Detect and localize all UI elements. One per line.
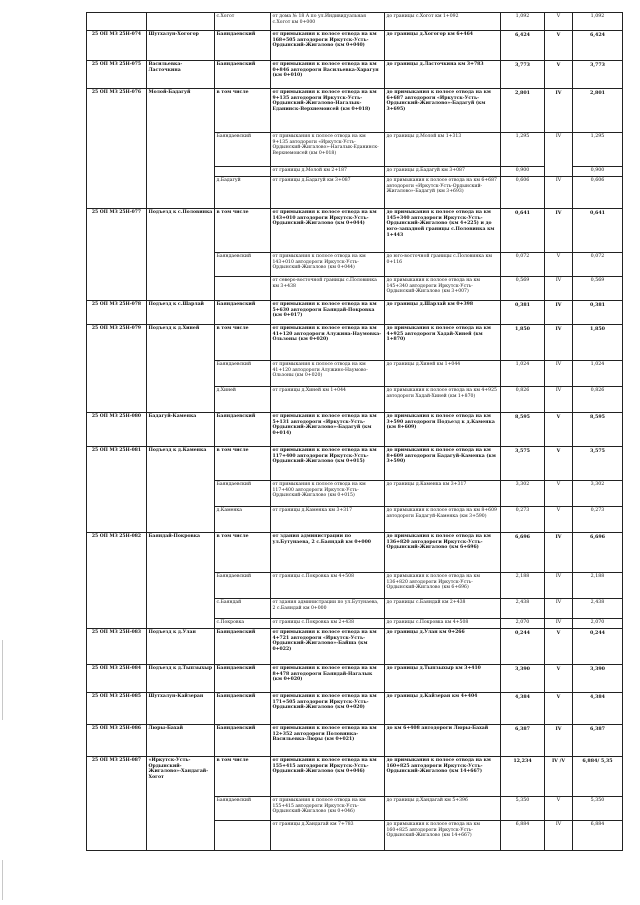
start-point-cell: от границы д.Бадагуй км 3+087: [271, 177, 385, 209]
end-point-cell: до границы д.Хогогор км 6+464: [385, 31, 501, 61]
start-point-cell: от примыкания к полосе отвода на км 0+846 автодороги Васильевка-Харагун (км 0+010): [271, 61, 385, 89]
end-point-cell: до примыкания к полосе отвода на км 8+609 автодороги Бадагуй-Каменка (км 3+590): [385, 447, 501, 481]
table-row: [87, 413, 623, 447]
municipality-cell: д.Хиней: [215, 387, 271, 413]
adjusted-length-cell: 6,424: [573, 31, 623, 61]
municipality-cell: [215, 277, 271, 301]
start-point-cell: от примыкания к полосе отвода на км 168+505 автодороги Иркутск-Усть-Ордынский-Жигалово (км 0+040): [271, 31, 385, 61]
length-cell: 4,384: [501, 693, 545, 725]
municipality-cell: Баяндаевский: [215, 665, 271, 693]
adjusted-length-cell: 0,381: [573, 301, 623, 325]
adjusted-length-cell: 3,773: [573, 61, 623, 89]
adjusted-length-cell: 0,569: [573, 277, 623, 301]
end-point-cell: до примыкания к полосе отвода на км 136+820 автодороги Иркутск-Усть-Ордынский-Жигалово (км 6+696): [385, 573, 501, 599]
length-cell: 0,641: [501, 209, 545, 253]
road-id-cell: 25 ОП МЗ 25Н-081: [87, 447, 147, 533]
category-cell: IV: [545, 133, 573, 177]
adjusted-length-cell: 6,696: [573, 533, 623, 573]
start-point-cell: от примыкания к полосе отвода на км 9+135 автодороги Иркутск-Усть-Ордынский-Жигалово-Нагалык-Еданинск-Верхнемоисей (км 0+018): [271, 89, 385, 133]
length-cell: 5,350: [501, 797, 545, 821]
table-row: [87, 725, 623, 757]
municipality-cell: в том числе: [215, 533, 271, 573]
municipality-cell: Баяндаевский: [215, 61, 271, 89]
road-id-cell: 25 ОП МЗ 25Н-074: [87, 31, 147, 61]
end-point-cell: до границы д.Хандагай км 5+396: [385, 797, 501, 821]
end-point-cell: до примыкания к полосе отвода на км 145+340 автодороги Иркутск-Усть-Ордынский-Жигалово (км 3+007): [385, 277, 501, 301]
table-row: [87, 665, 623, 693]
end-point-cell: до примыкания к полосе отвода на км 8+609 автодороги Бадагуй-Каменка (км 3+590): [385, 507, 501, 533]
road-id-cell: 25 ОП МЗ 25Н-084: [87, 665, 147, 693]
start-point-cell: от здания администрации по ул.Бутунаева, 2 с.Баяндай км 0+000: [271, 599, 385, 619]
table-row: [87, 89, 623, 133]
road-registry-table: [86, 12, 623, 851]
length-cell: 3,773: [501, 61, 545, 89]
road-name-cell: Подъезд к д.Улан: [147, 629, 215, 665]
category-cell: V: [545, 61, 573, 89]
start-point-cell: от границы с.Покровка км 2+438: [271, 619, 385, 629]
road-id-cell: 25 ОП МЗ 25Н-078: [87, 301, 147, 325]
table-row: [87, 31, 623, 61]
table-row: [87, 533, 623, 573]
end-point-cell: до границы д.Бадагуй км 3+087: [385, 167, 501, 177]
road-name-cell: Люры-Бахай: [147, 725, 215, 757]
end-point-cell: до границы д.Ласточкина км 3+783: [385, 61, 501, 89]
end-point-cell: до км 6+408 автодороги Люры-Бахай: [385, 725, 501, 757]
end-point-cell: до примыкания к полосе отвода на км 4+925 автодороги Хадай-Хиней (км 1+870): [385, 325, 501, 361]
category-cell: IV: [545, 599, 573, 619]
category-cell: IV: [545, 89, 573, 133]
start-point-cell: от примыкания к полосе отвода на км 155+415 автодороги Иркутск-Усть-Ордынский-Жигалово (км 0+046): [271, 797, 385, 821]
end-point-cell: до примыкания к полосе отвода на км 4+925 автодороги Хадай-Хиней (км 1+870): [385, 387, 501, 413]
length-cell: 2,801: [501, 89, 545, 133]
municipality-cell: Баяндаевский: [215, 413, 271, 447]
length-cell: 6,424: [501, 31, 545, 61]
road-id-cell: 25 ОП МЗ 25Н-082: [87, 533, 147, 629]
category-cell: IV /V: [545, 757, 573, 797]
length-cell: 0,273: [501, 507, 545, 533]
adjusted-length-cell: 0,826: [573, 387, 623, 413]
category-cell: IV: [545, 533, 573, 573]
municipality-cell: [215, 821, 271, 851]
adjusted-length-cell: 0,072: [573, 253, 623, 277]
length-cell: 3,575: [501, 447, 545, 481]
length-cell: 2,438: [501, 599, 545, 619]
road-name-cell: Шутхалун-Кайзеран: [147, 693, 215, 725]
scan-margin-mark: [2, 640, 3, 720]
municipality-cell: в том числе: [215, 757, 271, 797]
municipality-cell: с.Хогот: [215, 13, 271, 31]
road-name-cell: «Иркутск-Усть-Ордынский-Жигалово»-Хандагай-Хогот: [147, 757, 215, 851]
municipality-cell: с.Покровка: [215, 619, 271, 629]
municipality-cell: Баяндаевский: [215, 797, 271, 821]
adjusted-length-cell: 1,092: [573, 13, 623, 31]
road-name-cell: Шутхалун-Хогогор: [147, 31, 215, 61]
municipality-cell: Баяндаевский: [215, 481, 271, 507]
length-cell: 1,092: [501, 13, 545, 31]
category-cell: IV: [545, 619, 573, 629]
length-cell: 3,302: [501, 481, 545, 507]
end-point-cell: до границы д.Молой км 1+313: [385, 133, 501, 167]
road-id-cell: 25 ОП МЗ 25Н-087: [87, 757, 147, 851]
end-point-cell: до границы д.Тыпзыхыр км 3+410: [385, 665, 501, 693]
category-cell: IV: [545, 573, 573, 599]
table-row: [87, 693, 623, 725]
length-cell: 0,900: [501, 167, 545, 177]
end-point-cell: до примыкания к полосе отвода на км 160+825 автодороги Иркутск-Усть-Ордынский-Жигалово (км 14+667): [385, 757, 501, 797]
municipality-cell: д.Бадагуй: [215, 177, 271, 209]
municipality-cell: Баяндаевский: [215, 361, 271, 387]
start-point-cell: от дома № 18 А по ул.Индивидуальная с.Хогот км 0+000: [271, 13, 385, 31]
end-point-cell: до примыкания к полосе отвода на км 160+825 автодороги Иркутск-Усть-Ордынский-Жигалово (км 14+667): [385, 821, 501, 851]
length-cell: 1,850: [501, 325, 545, 361]
road-name-cell: Подъезд к д.Тыпзыхыр: [147, 665, 215, 693]
adjusted-length-cell: 1,024: [573, 361, 623, 387]
municipality-cell: в том числе: [215, 89, 271, 133]
start-point-cell: от примыкания к полосе отвода на км 9+135 автодороги «Иркутск-Усть-Ордынский-Жигалово»-Нагалык-Еданинск-Верхнемоисей (км 0+018): [271, 133, 385, 167]
end-point-cell: до примыкания к полосе отвода на км 3+590 автодороги Подъезд к д.Каменка (км 8+609): [385, 413, 501, 447]
length-cell: 0,826: [501, 387, 545, 413]
municipality-cell: Баяндаевский: [215, 133, 271, 167]
end-point-cell: до границы д.Хиней км 1+044: [385, 361, 501, 387]
scan-margin-mark: [2, 860, 3, 900]
length-cell: 8,595: [501, 413, 545, 447]
start-point-cell: от примыкания к полосе отвода на км 117+400 автодороги Иркутск-Усть-Ордынский-Жигалово (км 0+015): [271, 481, 385, 507]
table-row: [87, 13, 623, 31]
road-id-cell: 25 ОП МЗ 25Н-076: [87, 89, 147, 209]
start-point-cell: от границы д.Хандагай км 7+783: [271, 821, 385, 851]
category-cell: V: [545, 481, 573, 507]
category-cell: V: [545, 507, 573, 533]
category-cell: V: [545, 447, 573, 481]
adjusted-length-cell: 0,244: [573, 629, 623, 665]
adjusted-length-cell: 3,390: [573, 665, 623, 693]
start-point-cell: от границы с.Покровка км 4+508: [271, 573, 385, 599]
adjusted-length-cell: 1,295: [573, 133, 623, 167]
category-cell: IV: [545, 177, 573, 209]
municipality-cell: в том числе: [215, 447, 271, 481]
category-cell: IV: [545, 325, 573, 361]
adjusted-length-cell: 1,850: [573, 325, 623, 361]
road-name-cell: [147, 13, 215, 31]
adjusted-length-cell: 2,438: [573, 599, 623, 619]
municipality-cell: с.Баяндай: [215, 599, 271, 619]
end-point-cell: до границы д.Каменка км 3+317: [385, 481, 501, 507]
end-point-cell: до границы с.Баяндай км 2+438: [385, 599, 501, 619]
length-cell: 6,387: [501, 725, 545, 757]
table-row: [87, 325, 623, 361]
adjusted-length-cell: 0,606: [573, 177, 623, 209]
adjusted-length-cell: 5,350: [573, 797, 623, 821]
category-cell: V: [545, 693, 573, 725]
municipality-cell: Баяндаевский: [215, 301, 271, 325]
category-cell: IV: [545, 387, 573, 413]
road-name-cell: Баяндай-Покровка: [147, 533, 215, 629]
start-point-cell: от границы д.Хиней км 1+044: [271, 387, 385, 413]
adjusted-length-cell: 2,801: [573, 89, 623, 133]
length-cell: 6,696: [501, 533, 545, 573]
municipality-cell: [215, 167, 271, 177]
adjusted-length-cell: 2,188: [573, 573, 623, 599]
end-point-cell: до границы с.Покровка км 4+508: [385, 619, 501, 629]
start-point-cell: от примыкания к полосе отвода на км 12+352 автодороги Половинка-Васильевка-Люры (км 0+021): [271, 725, 385, 757]
start-point-cell: от примыкания к полосе отвода на км 171+505 автодороги Иркутск-Усть-Ордынский-Жигалово (км 0+020): [271, 693, 385, 725]
length-cell: 6,884: [501, 821, 545, 851]
road-id-cell: 25 ОП МЗ 25Н-085: [87, 693, 147, 725]
length-cell: 0,244: [501, 629, 545, 665]
adjusted-length-cell: 0,900: [573, 167, 623, 177]
category-cell: V: [545, 31, 573, 61]
road-name-cell: Подъезд к с.Шарлай: [147, 301, 215, 325]
end-point-cell: до примыкания к полосе отвода на км 6+687 автодороги «Иркутск-Усть-Ордынский-Жигалово»-Бадагуй (км 3+693): [385, 177, 501, 209]
municipality-cell: в том числе: [215, 325, 271, 361]
end-point-cell: до примыкания к полосе отвода на км 136+820 автодороги Иркутск-Усть-Ордынский-Жигалово (км 6+696): [385, 533, 501, 573]
category-cell: V: [545, 253, 573, 277]
start-point-cell: от северо-восточной границы с.Половинка км 3+438: [271, 277, 385, 301]
adjusted-length-cell: 2,070: [573, 619, 623, 629]
road-id-cell: 25 ОП МЗ 25Н-079: [87, 325, 147, 413]
road-id-cell: 25 ОП МЗ 25Н-077: [87, 209, 147, 301]
municipality-cell: Баяндаевский: [215, 253, 271, 277]
category-cell: V: [545, 797, 573, 821]
start-point-cell: от примыкания к полосе отвода на км 4+721 автодороги «Иркутск-Усть-Ордынский-Жигалово»-Байша (км 0+022): [271, 629, 385, 665]
start-point-cell: от примыкания к полосе отвода на км 41+120 автодороги Алужина-Наумовка-Ользоны (км 0+020): [271, 325, 385, 361]
start-point-cell: от примыкания к полосе отвода на км 143+010 автодороги Иркутск-Усть-Ордынский-Жигалово (км 0+044): [271, 253, 385, 277]
category-cell: IV: [545, 209, 573, 253]
table-row: [87, 61, 623, 89]
adjusted-length-cell: 0,641: [573, 209, 623, 253]
municipality-cell: Баяндаевский: [215, 693, 271, 725]
length-cell: 1,295: [501, 133, 545, 167]
start-point-cell: от примыкания к полосе отвода на км 5+131 автодороги «Иркутск-Усть-Ордынский-Жигалово»-Бадагуй (км 0+014): [271, 413, 385, 447]
adjusted-length-cell: 6,884/ 5,35: [573, 757, 623, 797]
length-cell: 2,188: [501, 573, 545, 599]
adjusted-length-cell: 6,387: [573, 725, 623, 757]
end-point-cell: до примыкания к полосе отвода на км 145+340 автодороги Иркутск-Усть-Ордынский-Жигалово (км 4+225) и до юго-западной границы с.Половинка км 1+443: [385, 209, 501, 253]
municipality-cell: д.Каменка: [215, 507, 271, 533]
adjusted-length-cell: 6,884: [573, 821, 623, 851]
municipality-cell: в том числе: [215, 209, 271, 253]
adjusted-length-cell: 3,302: [573, 481, 623, 507]
end-point-cell: до примыкания к полосе отвода на км 6+687 автодороги «Иркутск-Усть-Ордынский-Жигалово»-Бадагуй (км 3+695): [385, 89, 501, 133]
category-cell: IV: [545, 821, 573, 851]
length-cell: 0,569: [501, 277, 545, 301]
length-cell: 1,024: [501, 361, 545, 387]
category-cell: V: [545, 13, 573, 31]
category-cell: IV: [545, 361, 573, 387]
start-point-cell: от границы д.Молой км 2+187: [271, 167, 385, 177]
road-name-cell: Подъезд к д.Хиней: [147, 325, 215, 413]
category-cell: IV: [545, 725, 573, 757]
road-id-cell: 25 ОП МЗ 25Н-080: [87, 413, 147, 447]
end-point-cell: до границы д.Шарлай км 0+398: [385, 301, 501, 325]
end-point-cell: до юго-восточной границы с.Половинка км 0+116: [385, 253, 501, 277]
road-id-cell: [87, 13, 147, 31]
municipality-cell: Баяндаевский: [215, 629, 271, 665]
start-point-cell: от примыкания к полосе отвода на км 5+630 автодороги Баяндай-Покровка (км 0+017): [271, 301, 385, 325]
road-name-cell: Подъезд к д.Каменка: [147, 447, 215, 533]
table-row: [87, 447, 623, 481]
road-id-cell: 25 ОП МЗ 25Н-075: [87, 61, 147, 89]
start-point-cell: от примыкания к полосе отвода на км 41+120 автодороги Алужино-Наумово-Ользоны (км 0+020): [271, 361, 385, 387]
category-cell: V: [545, 665, 573, 693]
length-cell: 2,070: [501, 619, 545, 629]
municipality-cell: Баяндаевский: [215, 725, 271, 757]
road-name-cell: Бадагуй-Каменка: [147, 413, 215, 447]
category-cell: IV: [545, 277, 573, 301]
end-point-cell: до границы с.Хогот км 1+092: [385, 13, 501, 31]
start-point-cell: от примыкания к полосе отвода на км 155+415 автодороги Иркутск-Усть-Ордынский-Жигалово (км 0+046): [271, 757, 385, 797]
table-row: [87, 629, 623, 665]
length-cell: 3,390: [501, 665, 545, 693]
end-point-cell: до границы д.Кайзеран км 4+404: [385, 693, 501, 725]
table-row: [87, 301, 623, 325]
start-point-cell: от примыкания к полосе отвода на км 143+010 автодороги Иркутск-Усть-Ордынский-Жигалово (км 0+044): [271, 209, 385, 253]
road-name-cell: Подъезд к с.Половинка: [147, 209, 215, 301]
road-name-cell: Молой-Бадагуй: [147, 89, 215, 209]
adjusted-length-cell: 0,273: [573, 507, 623, 533]
adjusted-length-cell: 4,384: [573, 693, 623, 725]
table-row: [87, 209, 623, 253]
length-cell: 0,606: [501, 177, 545, 209]
municipality-cell: Баяндаевский: [215, 31, 271, 61]
category-cell: V: [545, 629, 573, 665]
table-row: [87, 757, 623, 797]
length-cell: 0,072: [501, 253, 545, 277]
start-point-cell: от примыкания к полосе отвода на км 117+400 автодороги Иркутск-Усть-Ордынский-Жигалово (км 0+015): [271, 447, 385, 481]
category-cell: V: [545, 413, 573, 447]
start-point-cell: от здания администрации по ул.Бутунаева, 2 с.Баяндай км 0+000: [271, 533, 385, 573]
municipality-cell: Баяндаевский: [215, 573, 271, 599]
adjusted-length-cell: 3,575: [573, 447, 623, 481]
start-point-cell: от границы д.Каменка км 3+317: [271, 507, 385, 533]
end-point-cell: до границы д.Улан км 0+266: [385, 629, 501, 665]
length-cell: 0,381: [501, 301, 545, 325]
road-id-cell: 25 ОП МЗ 25Н-083: [87, 629, 147, 665]
road-id-cell: 25 ОП МЗ 25Н-086: [87, 725, 147, 757]
road-name-cell: Васильевка-Ласточкина: [147, 61, 215, 89]
category-cell: IV: [545, 301, 573, 325]
start-point-cell: от примыкания к полосе отвода на км 8+478 автодороги Баяндай-Нагалык (км 0+020): [271, 665, 385, 693]
adjusted-length-cell: 8,595: [573, 413, 623, 447]
length-cell: 12,234: [501, 757, 545, 797]
